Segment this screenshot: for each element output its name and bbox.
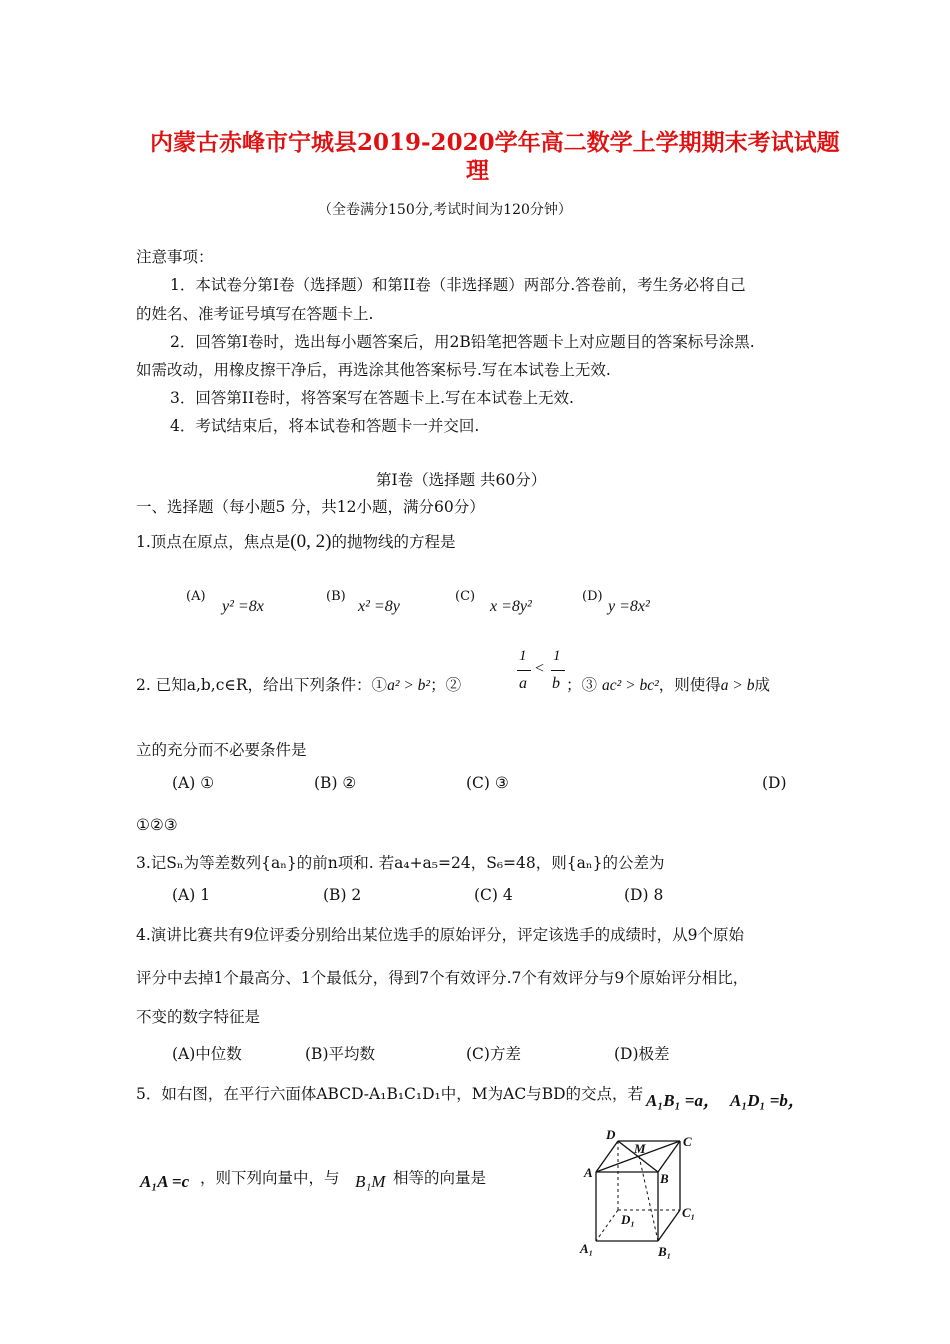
q1-option-c-label: (C) <box>455 589 476 604</box>
label-a1: A₁ <box>580 1241 594 1256</box>
q2-option-d-value: ①②③ <box>136 816 178 834</box>
q1-option-d: y =8x² <box>608 598 650 615</box>
q2-less-than-icon: < <box>535 660 545 677</box>
q1-option-b: x² =8y <box>358 598 400 615</box>
notice-item-3: 3．回答第II卷时，将答案写在答题卡上.写在本试卷上无效. <box>170 389 574 407</box>
label-b1: B₁ <box>658 1244 672 1259</box>
label-d: D <box>606 1127 616 1142</box>
q2-frac-bar-b <box>551 670 565 671</box>
q1-option-a-label: (A) <box>186 589 206 604</box>
page-title-line2: 理 <box>466 157 489 184</box>
q2-cond-2-den-a: a <box>519 675 527 692</box>
q1-option-c: x =8y² <box>490 598 532 615</box>
notice-item-2-cont: 如需改动，用橡皮擦干净后，再选涂其他答案标号.写在本试卷上无效. <box>136 361 611 379</box>
parallelepiped-figure <box>572 1125 712 1265</box>
q2-pre: 2. 已知a,b,c∈R，给出下列条件：① <box>136 676 388 694</box>
question-1 <box>136 530 455 553</box>
q4-option-b: (B)平均数 <box>305 1045 375 1063</box>
q1-option-b-label: (B) <box>326 589 346 604</box>
q2-post: ，则使得 <box>658 676 721 694</box>
q5-vector-b: A₁D₁ =b， <box>730 1091 805 1110</box>
question-3: 3.记Sₙ为等差数列{aₙ}的前n项和. 若a₄+a₅=24，S₆=48，则{aₙ}的公差为 <box>136 854 665 872</box>
q2-line-2: 立的充分而不必要条件是 <box>136 741 307 759</box>
q2-sep-2: ；③ <box>566 676 598 694</box>
q5-line-2-end: 相等的向量是 <box>393 1169 487 1187</box>
q2-option-d: (D) <box>762 774 787 792</box>
page-title: 内蒙古赤峰市宁城县2019-2020学年高二数学上学期期末考试试题 <box>150 129 840 156</box>
q2-option-a: (A) ① <box>172 774 215 792</box>
q1-option-a: y² =8x <box>222 598 264 615</box>
parallelepiped-diagram <box>572 1125 712 1265</box>
section-title: 第Ⅰ卷（选择题 共60分） <box>376 471 547 489</box>
q5-line-2-mid: ，则下列向量中，与 <box>200 1169 340 1187</box>
q2-sep-1: ；② <box>430 676 462 694</box>
q4-option-a: (A)中位数 <box>172 1045 242 1063</box>
notice-item-1-cont: 的姓名、准考证号填写在答题卡上. <box>136 305 374 323</box>
notice-heading: 注意事项： <box>136 248 214 266</box>
q3-option-a: (A) 1 <box>172 886 211 904</box>
q5-vector-b1m: B₁M <box>355 1172 386 1191</box>
notice-item-1: 1．本试卷分第Ⅰ卷（选择题）和第II卷（非选择题）两部分.答卷前，考生务必将自己 <box>170 276 746 294</box>
question-4-line-2: 评分中去掉1个最高分、1个最低分，得到7个有效评分.7个有效评分与9个原始评分相比， <box>136 969 749 987</box>
q4-option-d: (D)极差 <box>614 1045 670 1063</box>
part-heading: 一、选择题（每小题5 分，共12小题，满分60分） <box>136 498 485 516</box>
q2-relation: a > b <box>720 677 755 694</box>
q2-end: 成 <box>754 676 770 694</box>
question-4: 4.演讲比赛共有9位评委分别给出某位选手的原始评分，评定该选手的成绩时，从9个原始 <box>136 926 745 944</box>
q2-cond-2-num-b: 1 <box>553 648 561 664</box>
q1-option-d-label: (D) <box>582 589 603 604</box>
q5-vector-a: A₁B₁ =a， <box>646 1091 720 1110</box>
label-m: M <box>634 1141 646 1156</box>
subtitle: （全卷满分150分,考试时间为120分钟） <box>318 202 572 218</box>
q2-option-c: (C) ③ <box>466 774 509 792</box>
label-c: C <box>683 1134 692 1149</box>
question-5: 5．如右图，在平行六面体ABCD-A₁B₁C₁D₁中，M为AC与BD的交点，若 <box>136 1085 644 1103</box>
q3-option-c: (C) 4 <box>474 886 513 904</box>
q3-option-b: (B) 2 <box>323 886 362 904</box>
q1-post: 的抛物线的方程是 <box>331 533 456 551</box>
q2-cond-2-num-a: 1 <box>519 648 527 664</box>
label-c1: C₁ <box>682 1205 696 1220</box>
question-4-line-3: 不变的数字特征是 <box>136 1008 261 1026</box>
label-a: A <box>584 1165 593 1180</box>
q2-option-b: (B) ② <box>314 774 357 792</box>
question-2 <box>136 673 461 695</box>
q4-option-c: (C)方差 <box>466 1045 521 1063</box>
q5-vector-c: A₁A =c <box>140 1172 190 1191</box>
q3-option-d: (D) 8 <box>624 886 664 904</box>
q2-rest <box>566 673 770 695</box>
q1-point: (0, 2) <box>290 531 332 552</box>
notice-item-4: 4．考试结束后，将本试卷和答题卡一并交回. <box>170 417 480 435</box>
label-b: B <box>660 1171 669 1186</box>
notice-item-2: 2．回答第Ⅰ卷时，选出每小题答案后，用2B铅笔把答题卡上对应题目的答案标号涂黑. <box>170 333 755 351</box>
label-d1: D₁ <box>621 1212 635 1227</box>
q2-cond-3: ac² > bc² <box>601 677 659 694</box>
q2-frac-bar-a <box>517 670 531 671</box>
q2-cond-1: a² > b² <box>387 677 431 694</box>
q2-cond-2-den-b: b <box>552 675 560 692</box>
q1-pre: 1.顶点在原点，焦点是 <box>136 533 291 551</box>
